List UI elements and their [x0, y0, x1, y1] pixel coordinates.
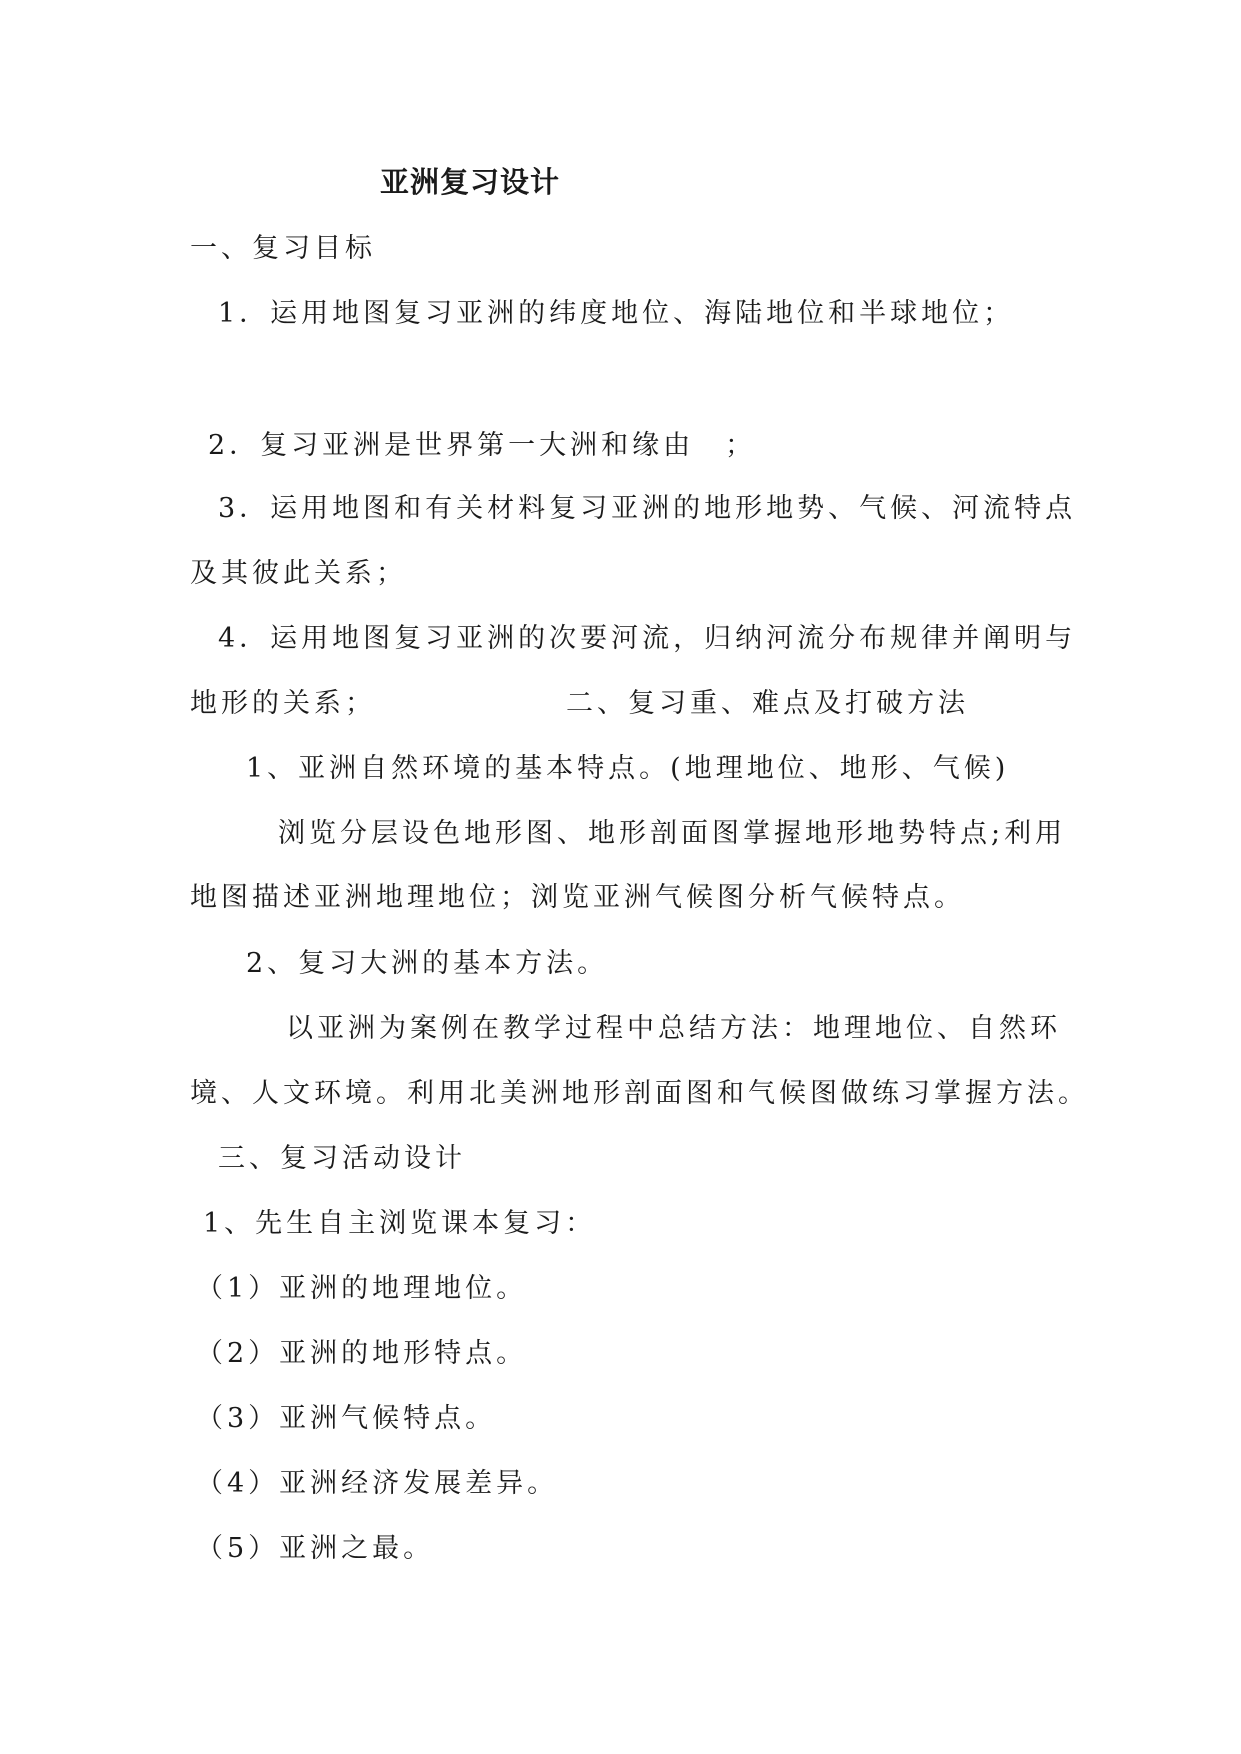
list-item: （1）亚洲的地理地位。: [196, 1273, 528, 1304]
section-heading-key-points: 二、复习重、难点及打破方法: [566, 688, 969, 719]
key-point-1-desc-line1: 浏览分层设色地形图、地形剖面图掌握地形地势特点;利用: [278, 818, 1067, 849]
key-point-2-desc-line2: 境、人文环境。利用北美洲地形剖面图和气候图做练习掌握方法。: [190, 1078, 1089, 1109]
key-point-1-desc-line2: 地图描述亚洲地理地位；浏览亚洲气候图分析气候特点。: [190, 882, 965, 913]
key-point-1: 1、亚洲自然环境的基本特点。(地理地位、地形、气候): [246, 753, 1010, 784]
goal-item-3-line1: 3．运用地图和有关材料复习亚洲的地形地势、气候、河流特点: [218, 493, 1077, 524]
goal-item-2: 2．复习亚洲是世界第一大洲和缘由 ；: [208, 430, 757, 461]
goal-item-3-line2: 及其彼此关系；: [190, 558, 407, 589]
goal-item-4-line2: 地形的关系；: [190, 688, 376, 719]
list-item: （4）亚洲经济发展差异。: [196, 1468, 559, 1499]
document-title: 亚洲复习设计: [380, 165, 561, 199]
activity-1: 1、先生自主浏览课本复习：: [203, 1208, 597, 1239]
list-item: （2）亚洲的地形特点。: [196, 1338, 528, 1369]
list-item: （3）亚洲气候特点。: [196, 1403, 497, 1434]
goal-item-4-line1: 4．运用地图复习亚洲的次要河流，归纳河流分布规律并阐明与: [218, 623, 1077, 654]
section-heading-goals: 一、复习目标: [190, 233, 376, 264]
section-heading-activities: 三、复习活动设计: [218, 1143, 466, 1174]
key-point-2-desc-line1: 以亚洲为案例在教学过程中总结方法：地理地位、自然环: [286, 1013, 1061, 1044]
key-point-2: 2、复习大洲的基本方法。: [246, 948, 609, 979]
list-item: （5）亚洲之最。: [196, 1533, 435, 1564]
goal-item-1: 1．运用地图复习亚洲的纬度地位、海陆地位和半球地位；: [218, 298, 1015, 329]
